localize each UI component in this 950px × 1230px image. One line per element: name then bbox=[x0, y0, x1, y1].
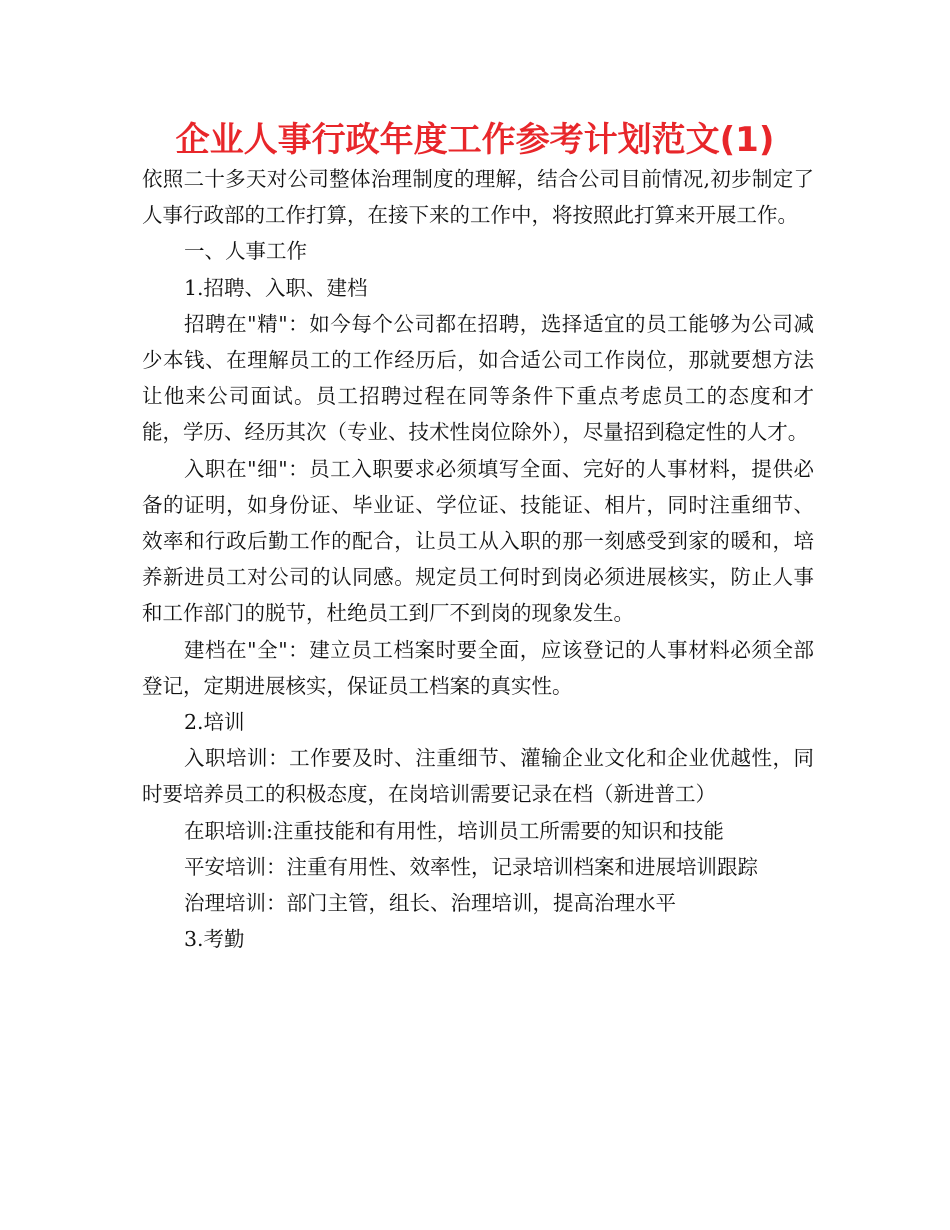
paragraph-management-training: 治理培训：部门主管，组长、治理培训，提高治理水平 bbox=[184, 891, 676, 916]
subsection-heading-recruitment: 1.招聘、入职、建档 bbox=[184, 275, 368, 300]
subsection-heading-attendance: 3.考勤 bbox=[184, 927, 245, 952]
document-body bbox=[142, 161, 814, 957]
paragraph-safety-training: 平安培训：注重有用性、效率性，记录培训档案和进展培训跟踪 bbox=[184, 854, 758, 879]
section-heading-personnel: 一、人事工作 bbox=[184, 239, 307, 264]
paragraph-recruitment: 招聘在"精"：如今每个公司都在招聘，选择适宜的员工能够为公司减少本钱、在理解员工的工作经历后，如合适公司工作岗位，那就要想方法让他来公司面试。员工招聘过程在同等条件下重点考虑员工的态度和才能，学历、经历其次（专业、技术性岗位除外），尽量招到稳定性的人才。 bbox=[142, 311, 814, 445]
subsection-heading-training: 2.培训 bbox=[184, 710, 245, 735]
paragraph-on-job-training: 在职培训:注重技能和有用性，培训员工所需要的知识和技能 bbox=[184, 818, 724, 843]
paragraph-archiving: 建档在"全"：建立员工档案时要全面，应该登记的人事材料必须全部登记，定期进展核实，保证员工档案的真实性。 bbox=[142, 637, 814, 698]
paragraph-onboarding-training: 入职培训：工作要及时、注重细节、灌输企业文化和企业优越性，同时要培养员工的积极态度，在岗培训需要记录在档（新进普工） bbox=[142, 746, 814, 807]
intro-paragraph: 依照二十多天对公司整体治理制度的理解，结合公司目前情况,初步制定了人事行政部的工作打算，在接下来的工作中，将按照此打算来开展工作。 bbox=[142, 167, 814, 228]
document-title: 企业人事行政年度工作参考计划范文(1) bbox=[175, 120, 775, 160]
paragraph-onboarding: 入职在"细"：员工入职要求必须填写全面、完好的人事材料，提供必备的证明，如身份证、毕业证、学位证、技能证、相片，同时注重细节、效率和行政后勤工作的配合，让员工从入职的那一刻感受到家的暖和，培养新进员工对公司的认同感。规定员工何时到岗必须进展核实，防止人事和工作部门的脱节，杜绝员工到厂不到岗的现象发生。 bbox=[142, 456, 814, 626]
